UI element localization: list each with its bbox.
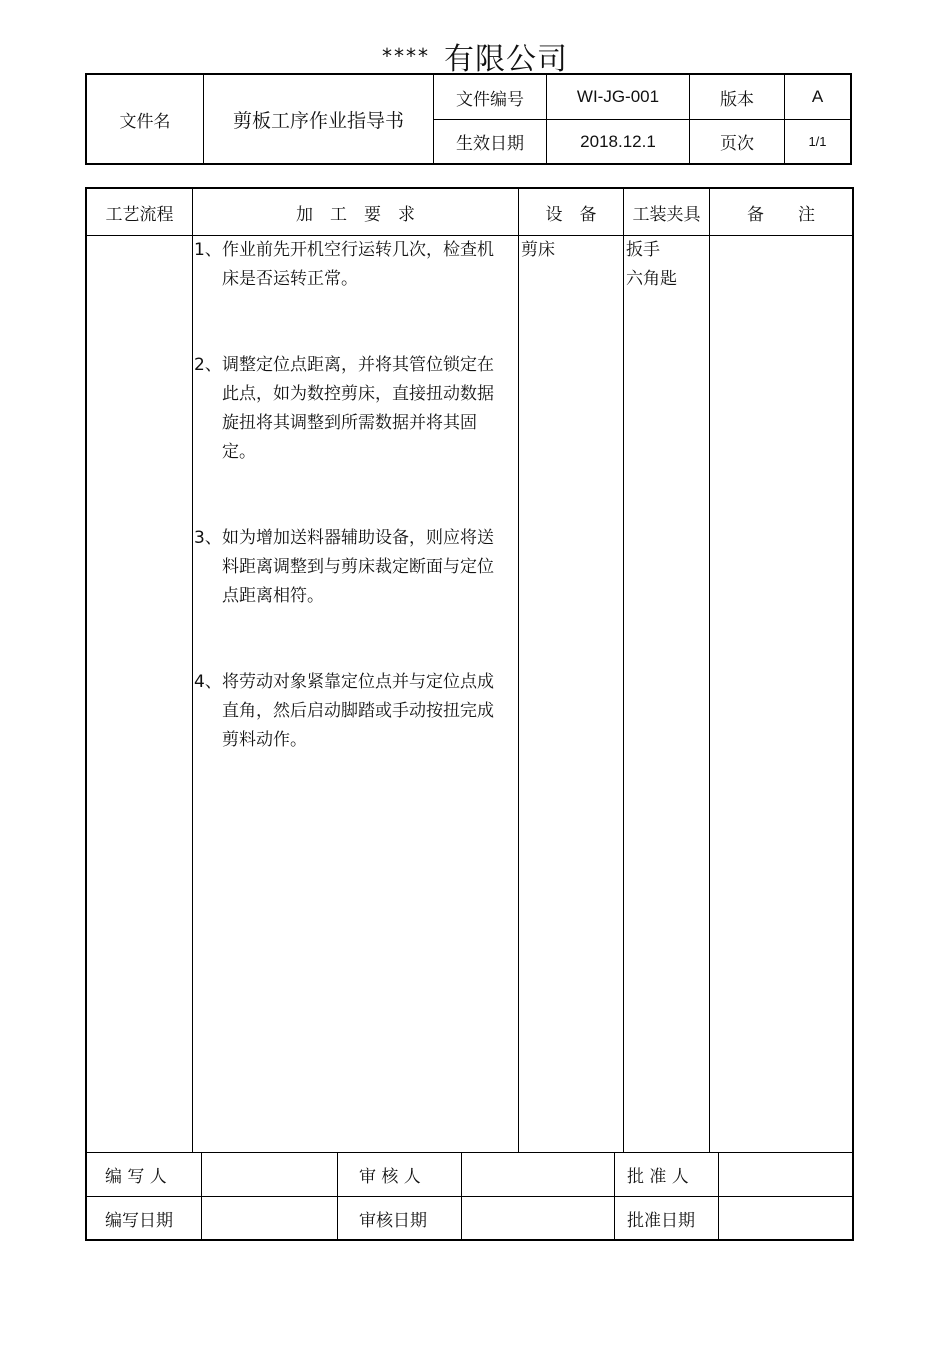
effective-date-value: 2018.12.1 — [580, 131, 656, 151]
requirement-text: 调整定位点距离，并将其管位锁定在此点，如为数控剪床，直接扭动数据旋扭将其调整到所需数据并将其固定。 — [222, 355, 494, 462]
column-equipment: 设 备 — [545, 204, 597, 225]
file-name-value: 剪板工序作业指导书 — [232, 109, 404, 132]
column-process: 工艺流程 — [105, 204, 174, 225]
requirement-item — [194, 668, 499, 755]
column-fixtures: 工装夹具 — [632, 204, 701, 225]
requirement-number: 1、 — [194, 240, 222, 260]
file-name-label: 文件名 — [119, 111, 171, 132]
requirement-item — [194, 351, 499, 467]
approve-date-label: 批准日期 — [627, 1210, 695, 1231]
requirement-number: 2、 — [194, 355, 222, 375]
approver-label: 批 准 人 — [627, 1167, 689, 1187]
column-requirements: 加 工 要 求 — [296, 204, 415, 225]
page-label: 页次 — [720, 134, 754, 154]
requirement-number: 3、 — [194, 528, 222, 548]
effective-date-label: 生效日期 — [456, 134, 524, 154]
page-value: 1/1 — [808, 134, 827, 149]
document-header-table — [85, 73, 852, 165]
procedure-table — [85, 187, 854, 1241]
file-no-value: WI-JG-001 — [576, 87, 660, 106]
requirement-text: 如为增加送料器辅助设备，则应将送料距离调整到与剪床裁定断面与定位点距离相符。 — [222, 528, 494, 606]
requirement-item — [194, 524, 499, 611]
requirement-item — [194, 236, 499, 294]
version-label: 版本 — [720, 89, 754, 110]
requirement-text: 作业前先开机空行运转几次，检查机床是否运转正常。 — [222, 240, 494, 289]
company-name: 有限公司 — [444, 42, 568, 77]
reviewer-label: 审 核 人 — [359, 1167, 421, 1187]
review-date-label: 审核日期 — [359, 1210, 427, 1231]
equipment-value: 剪床 — [521, 240, 555, 260]
fixture-item: 六角匙 — [626, 269, 677, 289]
fixture-item: 扳手 — [626, 240, 660, 260]
column-remarks: 备 注 — [747, 204, 815, 225]
file-no-label: 文件编号 — [456, 89, 524, 110]
writer-label: 编 写 人 — [105, 1167, 167, 1187]
requirement-text: 将劳动对象紧靠定位点并与定位点成直角，然后启动脚踏或手动按扭完成剪料动作。 — [222, 672, 494, 750]
company-title — [0, 34, 950, 78]
write-date-label: 编写日期 — [105, 1210, 173, 1231]
company-name-mask: **** — [382, 44, 430, 68]
requirement-number: 4、 — [194, 672, 222, 692]
version-value: A — [811, 87, 824, 106]
